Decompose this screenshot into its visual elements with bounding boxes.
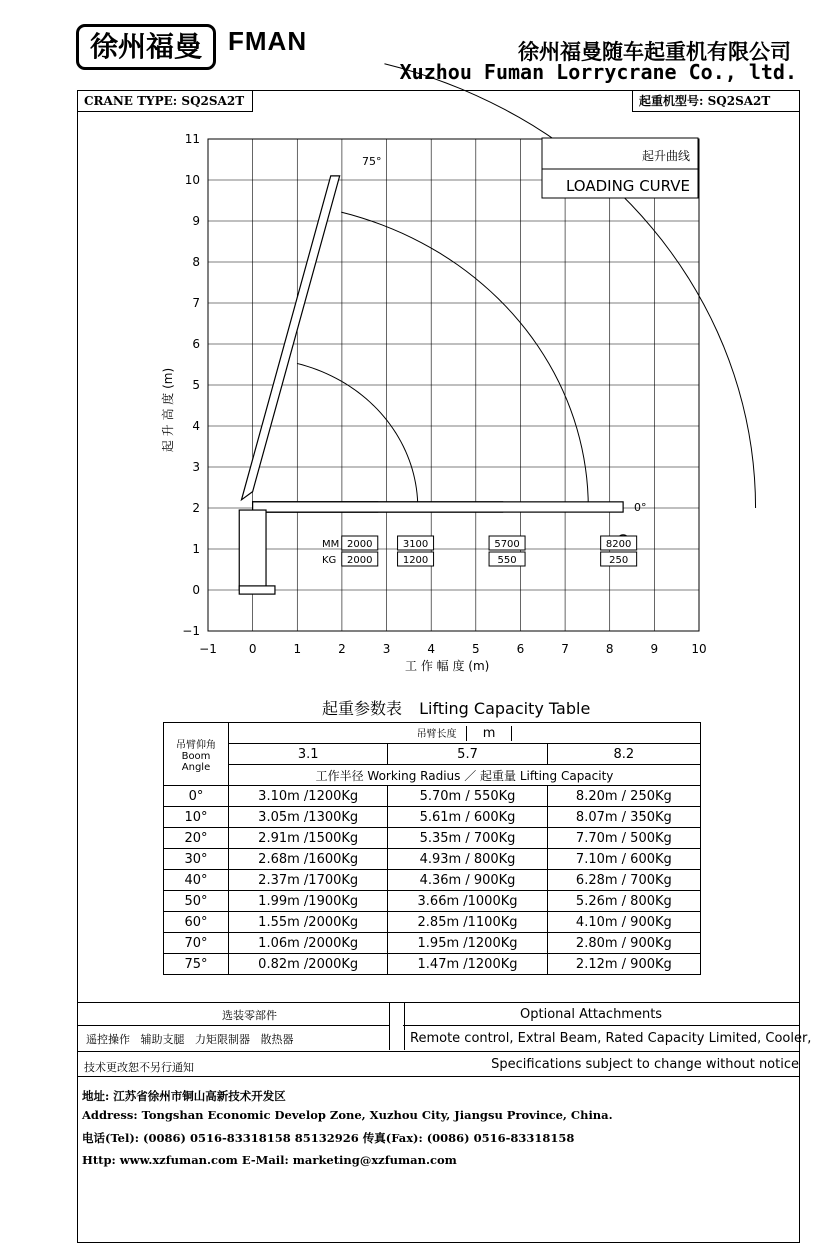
capacity-cell: 6.28m / 700Kg xyxy=(547,870,700,891)
spec-kg-label: KG xyxy=(322,555,337,566)
y-tick-label: 0 xyxy=(192,583,200,597)
x-tick-label: 6 xyxy=(516,642,525,656)
capacity-cell: 5.26m / 800Kg xyxy=(547,891,700,912)
x-tick-label: 5 xyxy=(471,642,480,656)
angle-header: 吊臂仰角 Boom Angle xyxy=(164,723,229,786)
lift-arc-2 xyxy=(341,212,588,508)
angle-flat-label: 0° xyxy=(634,501,647,514)
x-axis-label: 工 作 幅 度 (m) xyxy=(405,659,490,673)
legend-en: LOADING CURVE xyxy=(565,177,690,195)
x-tick-label: 1 xyxy=(293,642,302,656)
spec-boxes xyxy=(322,536,637,566)
spec-mm-value: 3100 xyxy=(402,539,429,550)
spec-kg-value: 2000 xyxy=(347,555,373,566)
spec-mm-label: MM xyxy=(322,539,340,550)
table-row xyxy=(164,933,701,954)
spec-kg-value: 550 xyxy=(497,555,517,566)
table-row xyxy=(164,954,701,975)
capacity-cell: 8.07m / 350Kg xyxy=(547,807,700,828)
boom-angle-cell: 40° xyxy=(164,870,229,891)
boom-angle-cell: 10° xyxy=(164,807,229,828)
x-tick-label: 0 xyxy=(248,642,257,656)
table-row xyxy=(164,912,701,933)
crane-type-label: CRANE TYPE: SQ2SA2T xyxy=(77,90,253,112)
boom-length-header: 吊臂长度 m xyxy=(229,723,701,744)
options-items-en: Remote control, Extral Beam, Rated Capacity Limited, Cooler, xyxy=(410,1031,812,1046)
spec-mm-value: 8200 xyxy=(605,539,632,550)
capacity-cell: 5.35m / 700Kg xyxy=(388,828,547,849)
lift-arc-3 xyxy=(384,64,755,508)
lift-arcs xyxy=(297,64,756,508)
capacity-cell: 4.36m / 900Kg xyxy=(388,870,547,891)
spec-kg-value: 250 xyxy=(609,555,629,566)
address-cn: 地址: 江苏省徐州市铜山高新技术开发区 xyxy=(82,1089,286,1103)
boom-angle-cell: 30° xyxy=(164,849,229,870)
notice-cn: 技术更改恕不另行通知 xyxy=(84,1061,194,1074)
boom-raised xyxy=(241,176,339,500)
y-tick-label: 5 xyxy=(192,378,200,392)
capacity-cell: 3.05m /1300Kg xyxy=(229,807,388,828)
company-name-en: Xuzhou Fuman Lorrycrane Co., ltd. xyxy=(399,60,797,84)
table-row xyxy=(164,828,701,849)
boom-angle-cell: 20° xyxy=(164,828,229,849)
y-tick-label: −1 xyxy=(182,624,200,638)
table-row xyxy=(164,807,701,828)
radius-capacity-subheader: 工作半径 Working Radius ／ 起重量 Lifting Capacity xyxy=(229,765,701,786)
y-tick-label: 11 xyxy=(184,132,200,146)
table-title xyxy=(322,696,590,719)
options-title-cn: 选装零部件 xyxy=(222,1009,277,1022)
y-tick-label: 10 xyxy=(184,173,200,187)
spec-kg-value: 1200 xyxy=(402,555,429,566)
table-row xyxy=(164,891,701,912)
table-title-en: Lifting Capacity Table xyxy=(419,699,591,718)
boom-length-2: 5.7 xyxy=(388,744,547,765)
web-email: Http: www.xzfuman.com E-Mail: marketing@xzfuman.com xyxy=(82,1153,457,1167)
phone-fax: 电话(Tel): (0086) 0516-83318158 85132926 传真(Fax): (0086) 0516-83318158 xyxy=(82,1131,575,1145)
angle-top-label: 75° xyxy=(362,155,382,168)
capacity-cell: 2.12m / 900Kg xyxy=(547,954,700,975)
capacity-cell: 1.47m /1200Kg xyxy=(388,954,547,975)
crane-base xyxy=(239,586,275,594)
capacity-cell: 1.55m /2000Kg xyxy=(229,912,388,933)
capacity-cell: 1.06m /2000Kg xyxy=(229,933,388,954)
capacity-cell: 2.68m /1600Kg xyxy=(229,849,388,870)
table-row xyxy=(164,870,701,891)
capacity-cell: 1.95m /1200Kg xyxy=(388,933,547,954)
x-tick-label: 10 xyxy=(691,642,707,656)
capacity-cell: 2.37m /1700Kg xyxy=(229,870,388,891)
x-tick-label: 2 xyxy=(338,642,346,656)
company-logo: 徐州福曼 xyxy=(76,24,216,70)
spec-mm-value: 2000 xyxy=(347,539,373,550)
address-en: Address: Tongshan Economic Develop Zone, Xuzhou City, Jiangsu Province, China. xyxy=(82,1108,613,1122)
boom-length-1: 3.1 xyxy=(229,744,388,765)
y-tick-label: 2 xyxy=(192,501,200,515)
brand-name: FMAN xyxy=(228,26,308,56)
boom-length-3: 8.2 xyxy=(547,744,700,765)
lifting-capacity-table xyxy=(163,722,701,975)
x-tick-label: −1 xyxy=(199,642,217,656)
crane-type-cn-label: 起重机型号: SQ2SA2T xyxy=(632,90,800,112)
legend-cn: 起升曲线 xyxy=(641,149,690,163)
capacity-cell: 1.99m /1900Kg xyxy=(229,891,388,912)
notice-en: Specifications subject to change without notice xyxy=(491,1057,799,1072)
capacity-cell: 5.70m / 550Kg xyxy=(388,786,547,807)
options-items-cn: 遥控操作 辅助支腿 力矩限制器 散热器 xyxy=(86,1033,294,1046)
boom-angle-cell: 50° xyxy=(164,891,229,912)
boom-flat-3 xyxy=(253,502,623,512)
y-tick-label: 9 xyxy=(192,214,200,228)
crane-column xyxy=(239,510,266,590)
x-tick-label: 7 xyxy=(561,642,569,656)
y-tick-label: 8 xyxy=(192,255,200,269)
capacity-cell: 4.10m / 900Kg xyxy=(547,912,700,933)
x-tick-label: 3 xyxy=(382,642,391,656)
spec-mm-value: 5700 xyxy=(494,539,520,550)
x-tick-label: 4 xyxy=(427,642,436,656)
capacity-cell: 3.66m /1000Kg xyxy=(388,891,547,912)
capacity-cell: 8.20m / 250Kg xyxy=(547,786,700,807)
y-tick-label: 3 xyxy=(192,460,200,474)
capacity-cell: 5.61m / 600Kg xyxy=(388,807,547,828)
x-tick-label: 8 xyxy=(605,642,614,656)
y-tick-label: 6 xyxy=(192,337,200,351)
boom-angle-cell: 60° xyxy=(164,912,229,933)
boom-angle-cell: 0° xyxy=(164,786,229,807)
boom-angle-cell: 70° xyxy=(164,933,229,954)
y-tick-label: 4 xyxy=(192,419,200,433)
y-axis-label: 起 升 高 度 (m) xyxy=(161,367,175,453)
boom-angle-cell: 75° xyxy=(164,954,229,975)
table-row xyxy=(164,786,701,807)
y-tick-label: 1 xyxy=(192,542,200,556)
footer-divider xyxy=(77,1076,800,1077)
x-tick-label: 9 xyxy=(650,642,659,656)
company-name-cn: 徐州福曼随车起重机有限公司 xyxy=(518,40,791,64)
options-title-en: Optional Attachments xyxy=(520,1007,663,1022)
capacity-cell: 3.10m /1200Kg xyxy=(229,786,388,807)
capacity-cell: 7.10m / 600Kg xyxy=(547,849,700,870)
capacity-cell: 2.91m /1500Kg xyxy=(229,828,388,849)
capacity-cell: 0.82m /2000Kg xyxy=(229,954,388,975)
capacity-cell: 7.70m / 500Kg xyxy=(547,828,700,849)
table-row xyxy=(164,849,701,870)
table-title-cn: 起重参数表 xyxy=(322,699,403,718)
capacity-cell: 4.93m / 800Kg xyxy=(388,849,547,870)
y-tick-label: 7 xyxy=(192,296,200,310)
capacity-cell: 2.85m /1100Kg xyxy=(388,912,547,933)
capacity-cell: 2.80m / 900Kg xyxy=(547,933,700,954)
